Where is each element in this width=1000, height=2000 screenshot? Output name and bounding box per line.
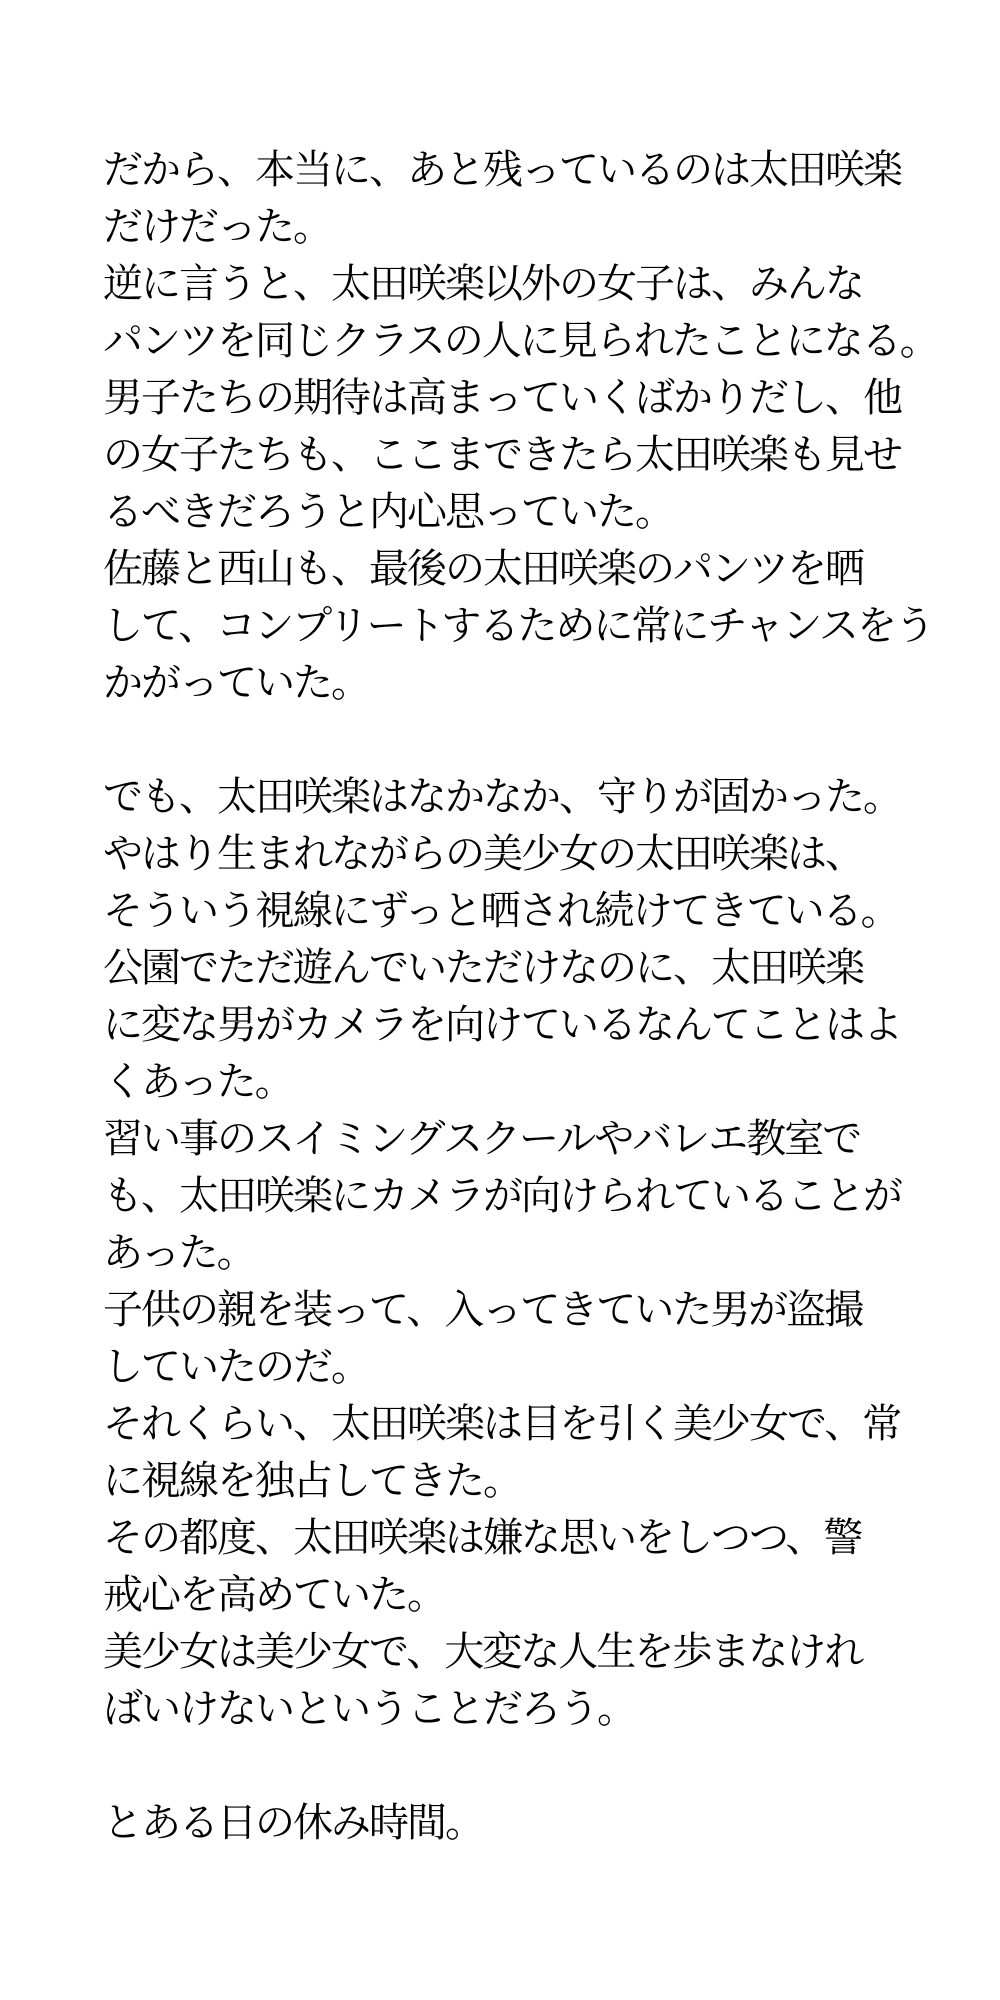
- text-line: そういう視線にずっと晒され続けてきている。: [103, 889, 899, 933]
- text-line: とある日の休み時間。: [103, 1801, 483, 1845]
- text-line: でも、太田咲楽はなかなか、守りが固かった。: [103, 775, 901, 819]
- story-text-page: [103, 142, 938, 1852]
- text-line: 佐藤と西山も、最後の太田咲楽のパンツを晒: [103, 547, 863, 591]
- text-line: その都度、太田咲楽は嫌な思いをしつつ、警: [103, 1516, 862, 1560]
- text-line: だから、本当に、あと残っているのは太田咲楽: [103, 148, 901, 192]
- text-line: に変な男がカメラを向けているなんてことはよ: [103, 1003, 901, 1047]
- text-line: 男子たちの期待は高まっていくばかりだし、他: [103, 376, 901, 420]
- text-line: していたのだ。: [103, 1345, 369, 1389]
- text-line: 子供の親を装って、入ってきていた男が盗撮: [103, 1288, 863, 1332]
- text-line: も、太田咲楽にカメラが向けられていることが: [103, 1174, 901, 1218]
- text-line: 習い事のスイミングスクールやバレエ教室で: [103, 1117, 861, 1161]
- text-line: やはり生まれながらの美少女の太田咲楽は、: [103, 832, 863, 876]
- text-line: 逆に言うと、太田咲楽以外の女子は、みんな: [103, 262, 863, 306]
- text-line: あった。: [103, 1231, 255, 1275]
- text-line: くあった。: [103, 1060, 293, 1104]
- text-line: 戒心を高めていた。: [103, 1573, 445, 1617]
- text-line: それくらい、太田咲楽は目を引く美少女で、常: [103, 1402, 901, 1446]
- blank-line: [103, 1738, 927, 1795]
- text-line: ばいけないということだろう。: [103, 1687, 635, 1731]
- text-line: かがっていた。: [103, 661, 369, 705]
- text-line: パンツを同じクラスの人に見られたことになる。: [103, 319, 938, 363]
- text-line: 美少女は美少女で、大変な人生を歩まなけれ: [103, 1630, 863, 1674]
- text-line: るべきだろうと内心思っていた。: [103, 490, 673, 534]
- text-line: の女子たちも、ここまできたら太田咲楽も見せ: [103, 433, 901, 477]
- text-line: だけだった。: [103, 205, 331, 249]
- blank-line: [103, 712, 927, 769]
- text-line: して、コンプリートするために常にチャンスをう: [103, 604, 933, 648]
- text-line: 公園でただ遊んでいただけなのに、太田咲楽: [103, 946, 863, 990]
- text-line: に視線を独占してきた。: [103, 1459, 521, 1503]
